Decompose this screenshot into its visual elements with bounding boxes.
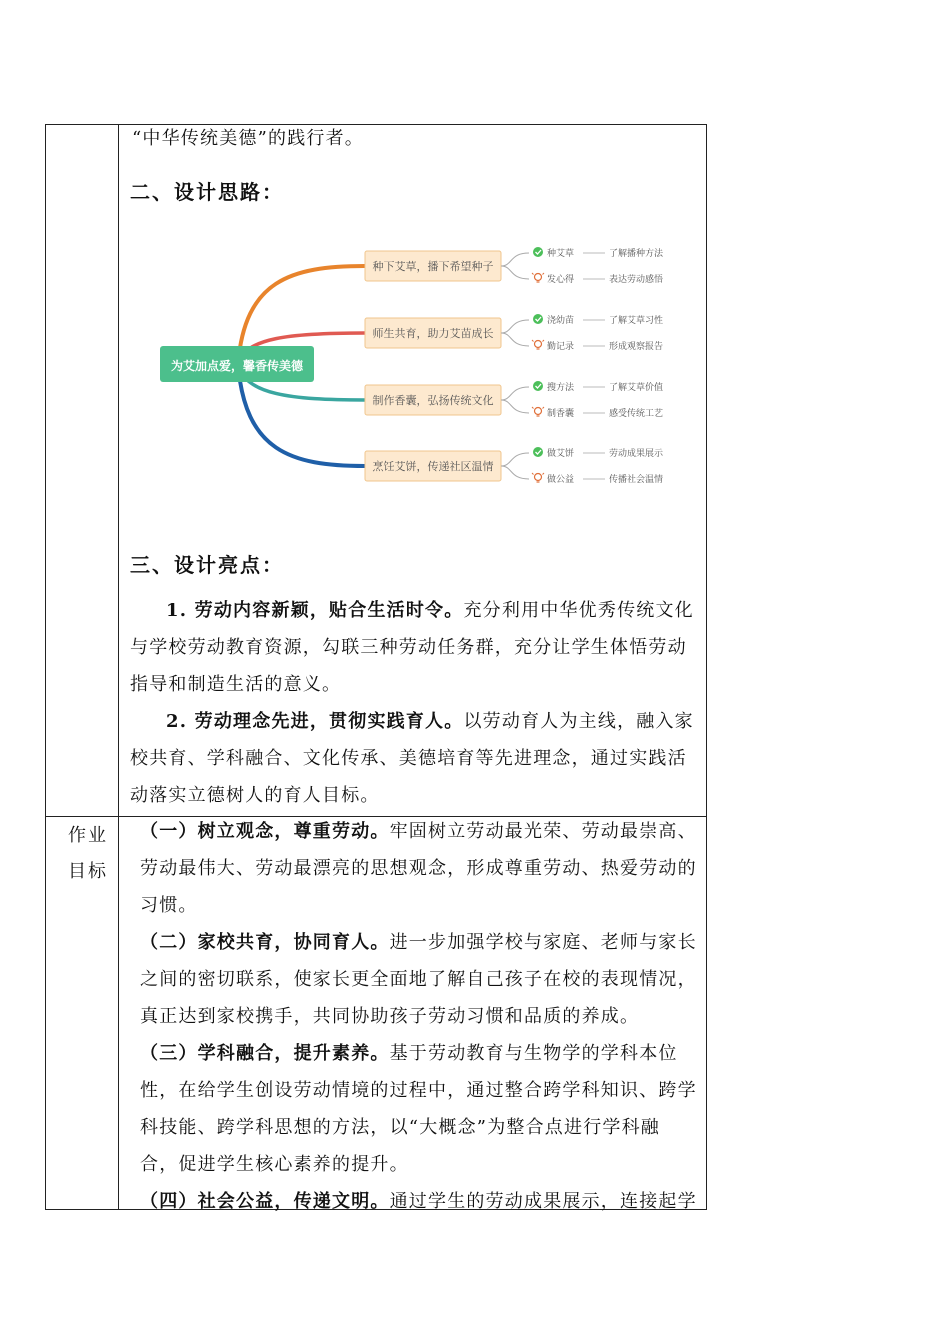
intro-tail-text: “中华传统美德”的践行者。 xyxy=(132,128,365,149)
goal-text: 通过学生的劳动成果展示，连接起学 xyxy=(389,1191,697,1212)
highlight-line xyxy=(166,711,694,733)
mindmap-leaf-desc: 了解艾草价值 xyxy=(609,383,664,393)
highlight-line xyxy=(130,637,687,659)
check-circle-icon xyxy=(533,247,543,257)
goal-text: 之间的密切联系，使家长更全面地了解自己孩子在校的表现情况， xyxy=(140,969,697,990)
highlight-text: 与学校劳动教育资源，勾联三种劳动任务群，充分让学生体悟劳动 xyxy=(130,637,687,658)
mindmap-leaf-name: 制香囊 xyxy=(547,409,575,419)
goal-text: 劳动最伟大、劳动最漂亮的思想观念，形成尊重劳动、热爱劳动的 xyxy=(140,858,697,879)
mindmap-leaf-connector xyxy=(501,387,529,400)
goal-line xyxy=(140,821,697,843)
mindmap-leaf-name: 做艾饼 xyxy=(547,449,575,459)
goal-line xyxy=(140,1080,697,1102)
highlight-title: 1. 劳动内容新颖，贴合生活时令。 xyxy=(166,600,464,621)
mindmap-leaf-connector xyxy=(501,253,529,266)
check-circle-icon xyxy=(533,447,543,457)
goal-line xyxy=(140,1154,409,1176)
section3-heading: 三、设计亮点： xyxy=(130,553,284,577)
highlight-line xyxy=(130,748,687,770)
mindmap-leaf-name: 浇幼苗 xyxy=(547,316,575,326)
goal-title: （四）社会公益，传递文明。 xyxy=(140,1191,390,1212)
goal-text: 科技能、跨学科思想的方法，以“大概念”为整合点进行学科融 xyxy=(140,1117,661,1138)
goal-line xyxy=(140,1191,697,1213)
goal-title: （三）学科融合，提升素养。 xyxy=(140,1043,390,1064)
goal-text: 性，在给学生创设劳动情境的过程中，通过整合跨学科知识、跨学 xyxy=(140,1080,697,1101)
mindmap-leaf-name: 搜方法 xyxy=(547,383,575,393)
goal-title: （二）家校共育，协同育人。 xyxy=(140,932,390,953)
mindmap-leaf-connector xyxy=(501,400,529,413)
mindmap-branch-label: 师生共育，助力艾苗成长 xyxy=(372,327,494,340)
mindmap-root-label: 为艾加点爱，馨香传美德 xyxy=(170,359,304,373)
highlight-line xyxy=(130,785,380,807)
goal-text: 牢固树立劳动最光荣、劳动最崇高、 xyxy=(389,821,697,842)
goal-line xyxy=(140,932,697,954)
goal-line xyxy=(140,1043,678,1065)
lightbulb-icon xyxy=(532,407,544,416)
mindmap-leaf-connector xyxy=(501,466,529,479)
mindmap-root xyxy=(160,346,314,382)
goal-line xyxy=(140,858,697,880)
mindmap-leaf-desc: 传播社会温情 xyxy=(609,475,664,485)
goal-text: 进一步加强学校与家庭、老师与家长 xyxy=(389,932,697,953)
goal-line xyxy=(140,1117,660,1139)
goal-line xyxy=(140,1006,639,1028)
table-row-divider xyxy=(45,816,707,817)
highlight-line xyxy=(166,600,694,622)
highlight-text: 校共育、学科融合、文化传承、美德培育等先进理念，通过实践活 xyxy=(130,748,687,769)
lightbulb-icon xyxy=(532,273,544,282)
mindmap-leaf-desc: 形成观察报告 xyxy=(609,342,664,352)
mindmap-leaf-connector xyxy=(501,333,529,346)
mindmap-leaf-connector xyxy=(501,453,529,466)
highlight-title: 2. 劳动理念先进，贯彻实践育人。 xyxy=(166,711,464,732)
mindmap-leaf-desc: 了解播种方法 xyxy=(609,249,664,259)
lightbulb-icon xyxy=(532,473,544,482)
mindmap-leaf-name: 做公益 xyxy=(547,475,575,485)
table-column-divider xyxy=(118,124,119,1210)
goal-text: 真正达到家校携手，共同协助孩子劳动习惯和品质的养成。 xyxy=(140,1006,640,1027)
mindmap-leaf-desc: 劳动成果展示 xyxy=(609,449,664,459)
mindmap-leaf-name: 发心得 xyxy=(547,275,575,285)
section2-heading: 二、设计思路： xyxy=(130,180,284,204)
mindmap-branch-label: 制作香囊，弘扬传统文化 xyxy=(372,394,494,407)
goal-text: 合，促进学生核心素养的提升。 xyxy=(140,1154,409,1175)
mindmap-leaf-name: 种艾草 xyxy=(547,249,575,259)
lightbulb-icon xyxy=(532,340,544,349)
highlight-line xyxy=(130,674,341,696)
mindmap xyxy=(150,228,680,508)
highlight-text: 指导和制造生活的意义。 xyxy=(130,674,342,695)
check-circle-icon xyxy=(533,314,543,324)
mindmap-leaf-desc: 了解艾草习性 xyxy=(609,316,664,326)
highlight-text: 以劳动育人为主线，融入家 xyxy=(463,711,694,732)
mindmap-leaf-desc: 表达劳动感悟 xyxy=(609,275,664,285)
check-circle-icon xyxy=(533,381,543,391)
goal-line xyxy=(140,895,198,917)
goal-text: 基于劳动教育与生物学的学科本位 xyxy=(389,1043,678,1064)
row2-label-line2: 目标 xyxy=(68,861,108,882)
row2-label-line1: 作业 xyxy=(68,825,108,846)
mindmap-leaf-connector xyxy=(501,266,529,279)
highlight-text: 动落实立德树人的育人目标。 xyxy=(130,785,380,806)
mindmap-leaf-connector xyxy=(501,320,529,333)
mindmap-branch-label: 种下艾草，播下希望种子 xyxy=(372,260,494,273)
highlight-text: 充分利用中华优秀传统文化 xyxy=(463,600,694,621)
mindmap-leaf-name: 勤记录 xyxy=(547,342,575,352)
mindmap-branch-label: 烹饪艾饼，传递社区温情 xyxy=(372,460,494,473)
goal-line xyxy=(140,969,697,991)
goal-title: （一）树立观念，尊重劳动。 xyxy=(140,821,390,842)
goal-text: 习惯。 xyxy=(140,895,198,916)
mindmap-leaf-desc: 感受传统工艺 xyxy=(609,409,664,419)
